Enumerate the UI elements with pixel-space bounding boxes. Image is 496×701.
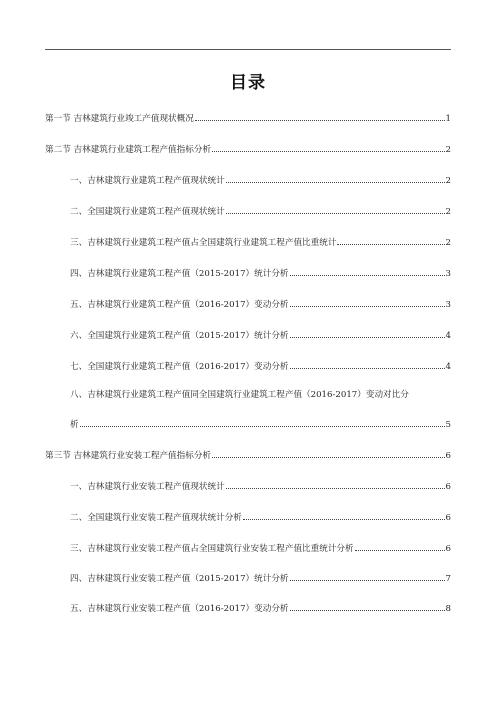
dot-leader <box>290 298 445 307</box>
toc-entry-label: 四、吉林建筑行业安装工程产值（2015-2017）统计分析 <box>70 574 289 584</box>
toc-entry-page: 2 <box>445 238 451 248</box>
toc-entry-page: 6 <box>445 482 451 492</box>
toc-entry-3-3[interactable] <box>70 542 451 555</box>
toc-entry-2-3[interactable] <box>70 236 451 249</box>
dot-leader <box>290 602 445 611</box>
toc-entry-2-5[interactable] <box>70 298 451 311</box>
toc-entry-label: 三、吉林建筑行业安装工程产值占全国建筑行业安装工程产值比重统计分析 <box>70 544 354 554</box>
toc-entry-2-1[interactable] <box>70 174 451 187</box>
toc-entry-page: 1 <box>445 114 451 124</box>
toc-entry-3-1[interactable] <box>70 480 451 493</box>
toc-entry-section-1[interactable] <box>45 112 451 125</box>
toc-entry-label: 第一节 吉林建筑行业竣工产值现状概况 <box>45 114 194 124</box>
toc-entry-label: 第三节 吉林建筑行业安装工程产值指标分析 <box>45 451 212 461</box>
dot-leader <box>195 112 445 121</box>
toc-entry-2-8-line2[interactable] <box>70 418 451 431</box>
toc-entry-2-7[interactable] <box>70 360 451 373</box>
toc-entry-3-4[interactable] <box>70 572 451 585</box>
toc-entry-page: 5 <box>445 420 451 430</box>
toc-entry-label: 二、全国建筑行业安装工程产值现状统计分析 <box>70 513 242 523</box>
dot-leader <box>212 449 445 458</box>
toc-entry-label: 一、吉林建筑行业安装工程产值现状统计 <box>70 482 225 492</box>
toc-entry-label: 二、全国建筑行业建筑工程产值现状统计 <box>70 207 225 217</box>
dot-leader <box>337 236 444 245</box>
header-rule <box>45 49 451 50</box>
toc-entry-page: 6 <box>445 451 451 461</box>
toc-entry-page: 8 <box>445 604 451 614</box>
dot-leader <box>243 511 445 520</box>
toc-entry-page: 3 <box>445 300 451 310</box>
toc-entry-label: 三、吉林建筑行业建筑工程产值占全国建筑行业建筑工程产值比重统计 <box>70 238 337 248</box>
toc-entry-2-6[interactable] <box>70 329 451 342</box>
toc-entry-label-continued: 析 <box>70 420 79 430</box>
toc-entry-section-3[interactable] <box>45 449 451 462</box>
toc-entry-page: 4 <box>445 362 451 372</box>
toc-entry-2-2[interactable] <box>70 205 451 218</box>
toc-entry-label: 五、吉林建筑行业安装工程产值（2016-2017）变动分析 <box>70 604 289 614</box>
dot-leader <box>212 143 445 152</box>
dot-leader <box>226 480 445 489</box>
toc-entry-label: 五、吉林建筑行业建筑工程产值（2016-2017）变动分析 <box>70 300 289 310</box>
toc-entry-label: 四、吉林建筑行业建筑工程产值（2015-2017）统计分析 <box>70 269 289 279</box>
dot-leader <box>80 418 445 427</box>
toc-entry-page: 2 <box>445 176 451 186</box>
toc-entry-label: 第二节 吉林建筑行业建筑工程产值指标分析 <box>45 145 212 155</box>
dot-leader <box>355 542 445 551</box>
toc-entry-3-5[interactable] <box>70 602 451 615</box>
toc-entry-3-2[interactable] <box>70 511 451 524</box>
toc-entry-label: 六、全国建筑行业建筑工程产值（2015-2017）统计分析 <box>70 331 289 341</box>
toc-entry-page: 3 <box>445 269 451 279</box>
toc-entry-page: 6 <box>445 513 451 523</box>
dot-leader <box>290 329 445 338</box>
dot-leader <box>290 360 445 369</box>
toc-entry-label: 一、吉林建筑行业建筑工程产值现状统计 <box>70 176 225 186</box>
toc-entry-label: 八、吉林建筑行业建筑工程产值同全国建筑行业建筑工程产值（2016-2017）变动对比分 <box>70 390 409 400</box>
toc-entry-page: 2 <box>445 145 451 155</box>
toc-entry-page: 4 <box>445 331 451 341</box>
toc-entry-page: 6 <box>445 544 451 554</box>
toc-entry-label: 七、全国建筑行业建筑工程产值（2016-2017）变动分析 <box>70 362 289 372</box>
toc-entry-2-8-line1[interactable] <box>70 390 451 401</box>
toc-entry-page: 7 <box>445 574 451 584</box>
dot-leader <box>226 205 445 214</box>
toc-entry-section-2[interactable] <box>45 143 451 156</box>
toc-entry-2-4[interactable] <box>70 267 451 280</box>
toc-entry-page: 2 <box>445 207 451 217</box>
dot-leader <box>290 267 445 276</box>
page-title: 目录 <box>230 73 266 93</box>
dot-leader <box>226 174 445 183</box>
dot-leader <box>290 572 445 581</box>
